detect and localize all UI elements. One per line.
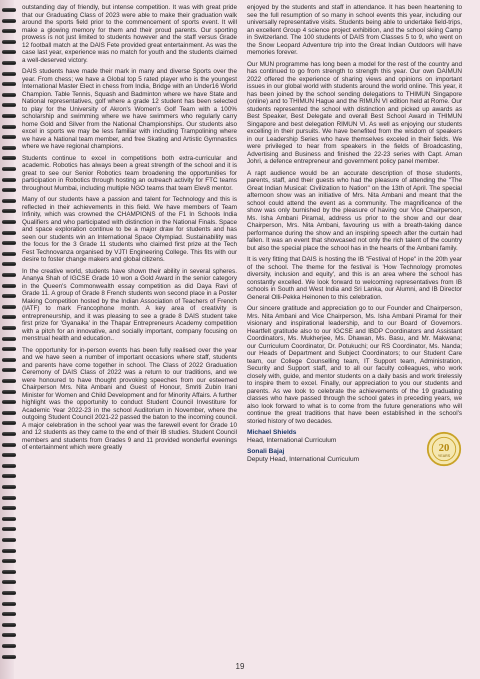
signatory-name: Sonali Bajaj — [247, 448, 285, 455]
binding-ring — [2, 125, 16, 129]
binding-ring — [2, 29, 16, 33]
paragraph: Our sincere gratitude and appreciation go to our Founder and Chairperson, Mrs. Nita Ambani and Vice Chairperson, Ms. Isha Ambani Piramal for their visionary and inspirational leadership, and to our Board of Governors. Heartfelt gratitude also to our IGCSE and IBDP Coordinators and Assistant Coordinators, Ms. Mukherjee, Ms. Dhawan, Ms. Basu, and Mr. Makwana; our Curriculum Coordinator, Dr. Potukuchi; our RS Coordinator, Ms. Nanda; our Heads of Department and Subject Coordinators; to our Student Care team, our College Counselling team, IT Support team, Administration, Security and Support staff, and to all our faculty colleagues, who work closely with, guide, and mentor students on a daily basis and work tirelessly to inspire them to excel. Finally, our appreciation to you our students and parents. As we look to celebrate the achievements of the 19 graduating classes who have passed through the school gates in preceding years, we also look forward to what is to come from the future generations who will continue the great traditions that have been established in the school's storied history of two decades. — [247, 305, 462, 425]
binding-ring — [2, 559, 16, 563]
binding-ring — [2, 167, 16, 171]
binding-ring — [2, 347, 16, 351]
anniversary-badge-icon — [426, 431, 462, 467]
binding-ring — [2, 315, 16, 319]
binding-ring — [2, 485, 16, 489]
paragraph: DAIS students have made their mark in many and diverse Sports over the year. From chess; we have a Global top 5 rated player who is the youngest International Master Elect in chess from India, Bridge with an Under16 World Champion. Table Tennis, Squash and Badminton where we have State and National representatives, golf where a grade 12 student has been selected to play for the University of Akron's Women's Golf Team with a 100% scholarship and swimming where we have swimmers who regularly carry home Gold and Silver from the National Championships. Our students also excel in sports we may be less familiar with including Trampolining where we have a National team member, and free Skating and Artistic Gymnastics where we have regional champions. — [22, 68, 237, 150]
paragraph: Students continue to excel in competitions both extra-curricular and academic. Robotics has always been a great strength of the school and it is great to see our Senior Robotics team broadening the opportunities for participation in Robotics through hosting an outreach activity for FTC teams throughout Mumbai, including multiple NGO teams that team Elev8 mentor. — [22, 154, 237, 192]
binding-ring — [2, 453, 16, 457]
paragraph: The opportunity for in-person events has been fully realised over the year and we have seen a number of important occasions where staff, students and parents have come together in school. The Class of 2022 Graduation Ceremony of DAIS Class of 2022 was a return to our traditions, and we were honoured to have thought provoking speeches from our esteemed Chairperson Mrs. Nita Ambani and Guest of Honour, Smriti Zubin Irani Minister for Women and Child Development and for Minority Affairs. A further highlight was the opportunity to conduct Student Council Investiture for Academic Year 2022-23 in the school Auditorium in November, where the outgoing Student Council 2021-22 passed the baton to the incoming council. A major celebration in the school year was the farewell event for Grade 10 and 12 students as they came to the end of their IB studies. Student Council members and students from Grades 9 and 11 provided wonderful evenings of entertainment which were greatly — [22, 346, 237, 451]
signatory-name: Michael Shields — [247, 429, 297, 436]
binding-ring — [2, 527, 16, 531]
signatory-role: Head, International Curriculum — [247, 437, 337, 444]
binding-ring — [2, 580, 16, 584]
badge-caption: YEARS — [437, 454, 451, 459]
right-column — [247, 4, 462, 660]
binding-ring — [2, 103, 16, 107]
binding-ring — [2, 146, 16, 150]
binding-ring — [2, 390, 16, 394]
binding-ring — [2, 273, 16, 277]
binding-ring — [2, 305, 16, 309]
paragraph: In the creative world, students have shown their ability in several spheres. Ananya Shah of IGCSE Grade 10 won a Gold Award in the senior category in the Queen's Commonwealth essay competition as did Daya Ravi of Grade 11. A group of Grade 8 French students won second place in a Poster Making Competition hosted by the Indian Association of Teachers of French (IATF) to mark Francophone month. A key area of creativity is entrepreneurship, and it was pleasing to see a grade 8 DAIS student take first prize for 'Gyanaika' in the Thapar Entrepreneurs Academy competition with a pitch for an innovative, and socially important, company focusing on menstrual health and education.. — [22, 267, 237, 342]
binding-ring — [2, 209, 16, 213]
paragraph: Our MUN programme has long been a model for the rest of the country and has continued to go from strength to strength this year. Our own DAIMUN 2022 offered the experience of sharing views and opinions on important issues in our global world with students around the world online. This year, it has been joined by the school sending delegations to THIMUN Singapore (online) and to THIMUN Hague and the RIMUN VI edition held at Rome. Our students represented the school with distinction and picked up awards as Best Speaker, Best Delegate and overall Best School Award in THIMUN Singapore and best delegation RIMUN VI. As well as enjoying our students excelling in their pursuits. We have benefited from the wisdom of speakers in our Leadership Series who have themselves exceled in their fields. We were privileged to hear from speakers in the fields of Broadcasting, Advertising and Business and finished the 22-23 series with Capt. Aman Johri, a defence entrepreneur and government policy panel member. — [247, 60, 462, 165]
binding-ring — [2, 61, 16, 65]
binding-ring — [2, 464, 16, 468]
binding-ring — [2, 623, 16, 627]
binding-ring — [2, 114, 16, 118]
binding-ring — [2, 368, 16, 372]
binding-ring — [2, 400, 16, 404]
binding-ring — [2, 40, 16, 44]
binding-ring — [2, 570, 16, 574]
binding-ring — [2, 19, 16, 23]
binding-ring — [2, 432, 16, 436]
binding-ring — [2, 252, 16, 256]
binding-ring — [2, 231, 16, 235]
binding-ring — [2, 602, 16, 606]
binding-ring — [2, 199, 16, 203]
paragraph: outstanding day of friendly, but intense competition. It was with great pride that our Graduating Class of 2023 were able to make their graduation walk around the sports field prior to the commencement of sports event. It will make a glowing memory for them and their proud parents. Our sporting prowess is not just limited to students however and the staff versus Grade 12 football match at the DAIS Fete provided great entertainment. As was the case last year, experience was no match for youth and the students claimed a well-deserved victory. — [22, 4, 237, 64]
signatory-role: Deputy Head, International Curriculum — [247, 456, 360, 463]
binding-ring — [2, 612, 16, 616]
binding-ring — [2, 496, 16, 500]
binding-ring — [2, 93, 16, 97]
binding-ring — [2, 443, 16, 447]
binding-ring — [2, 337, 16, 341]
binding-ring — [2, 50, 16, 54]
binding-ring — [2, 358, 16, 362]
binding-ring — [2, 538, 16, 542]
binding-ring — [2, 135, 16, 139]
binding-ring — [2, 8, 16, 12]
binding-ring — [2, 188, 16, 192]
signature-block — [247, 429, 462, 464]
binding-ring — [2, 178, 16, 182]
binding-ring — [2, 644, 16, 648]
binding-ring — [2, 506, 16, 510]
binding-ring — [2, 421, 16, 425]
binding-ring — [2, 156, 16, 160]
binding-ring — [2, 72, 16, 76]
binding-ring — [2, 82, 16, 86]
binding-ring — [2, 262, 16, 266]
binding-ring — [2, 655, 16, 659]
page-number: 19 — [235, 662, 245, 671]
binding-ring — [2, 241, 16, 245]
binding-ring — [2, 411, 16, 415]
binding-ring — [2, 326, 16, 330]
page-body — [22, 4, 462, 660]
binding-ring — [2, 549, 16, 553]
paragraph: enjoyed by the students and staff in attendance. It has been heartening to see the full resumption of so many in school events this year, including our universally representative visits. Students being able to undertake field-trips, an excellent Group 4 science project exhibition, and the school skiing Camp in Switzerland. The 100 students of DAIS from Classes 5 to 9, who went on the Snow Leopard Adventure trip into the Great Indian Outdoors will have memories forever. — [247, 4, 462, 56]
binding-ring — [2, 220, 16, 224]
paragraph: Many of our students have a passion and talent for Technology and this is reflected in their achievements in this field. We have members of Team Infinity, which was crowned the CHAMPIONS of the F1 In Schools India Qualifiers and who participated with distinction in the National Finals. Space and space exploration continue to be a major draw for students and has seen our students win an International Space Olympiad. Sustainability was the focus for the 3 Grade 11 students who claimed first prize at the Tech Fest Technovanza organised by VJTI Engineering College. This fits with our desire to foster change makers and global citizens. — [22, 196, 237, 263]
binding-ring — [2, 294, 16, 298]
binding-ring — [2, 591, 16, 595]
binding-ring — [2, 517, 16, 521]
left-column — [22, 4, 237, 660]
badge-number: 20 — [438, 441, 450, 454]
binding-ring — [2, 474, 16, 478]
binding-ring — [2, 379, 16, 383]
binding-ring — [2, 284, 16, 288]
paragraph: It is very fitting that DAIS is hosting the IB "Festival of Hope" in the 20th year of the school. The theme for the festival is 'How Technology promotes diversity, inclusion and equity', and this is an area where the school has constantly excelled. We look forward to welcoming representatives from IB schools in South and West India and Sri Lanka, our Alumni, and IB Director General Olli-Pekka Heinonen to this celebration. — [247, 256, 462, 301]
binding-ring — [2, 633, 16, 637]
paragraph: A rapt audience would be an accurate description of those students, parents, staff, and their guests who had the pleasure of attending the "The Great Indian Musical: Civilization to Nation" on the 13th of April. The special afternoon show was an initiative of Mrs. Nita Ambani and meant that the school could attend the event as a community. The magnificence of the show was only burnished by the pleasure of having our Vice Chairperson, Ms. Isha Ambani Piramal, address us prior to the show and our dear Chairperson, Mrs. Nita Ambani, favouring us with a breath-taking dance performance during the show and an inspiring speech after the curtain had fallen. It was an event that showcased not only the rich talent of the country but also the special place the school has in the hearts of the Ambani family. — [247, 169, 462, 252]
